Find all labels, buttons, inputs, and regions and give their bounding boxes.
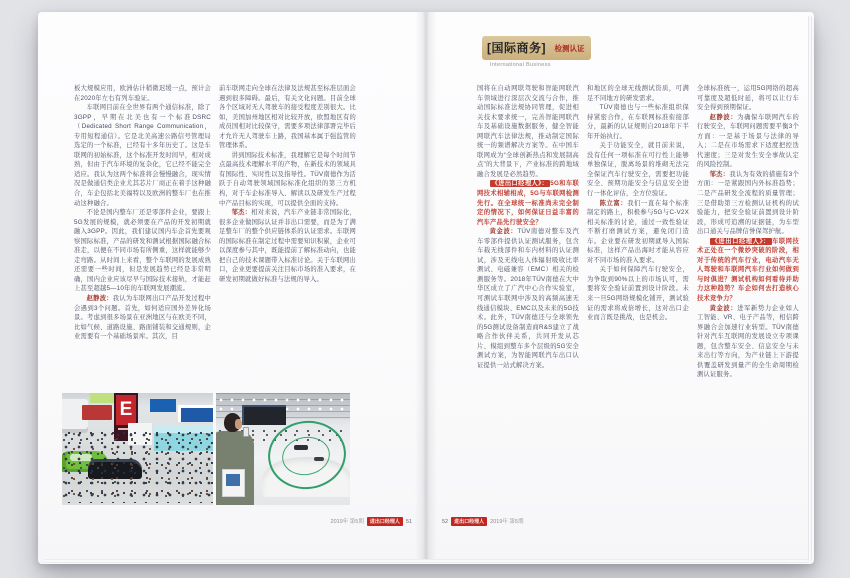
answer-paragraph [219,208,356,284]
answer-paragraph [587,199,689,266]
page-footer-right [442,517,523,526]
exhibition-photo-left [62,393,213,505]
answer-text: 为确保车联网汽车的行驶安全，车联网问题需要平衡3个方面：一是基于场景与法律的导入；二是在市场需求下适度把控迭代速度；三是对发生安全事故认定的风险控制。 [697,113,799,169]
paragraph: 全球标准统一，运用5G网络的超高可靠度及超低时延，将可以让行车安全得到预期保证。 [697,85,799,112]
answer-paragraph [697,170,799,237]
crowd [62,431,213,503]
interview-question [477,179,579,227]
issue-label: 2019年 第5期 [330,519,364,525]
speaker-name: 赵静波： [86,295,113,303]
speaker-name: 赵静波： [709,113,738,121]
paragraph: 板大规模应用，欧洲估计稍微迟缓一点，预计会在2020年左右有列车验证。 [74,85,211,102]
answer-text: 进军新势力企业如人工智能、VR、电子产品等，相信跨界融合会加速行业转型。TÜV南德针对汽车互联网的发展设立专项课题，包含整车安全、信息安全与未来出行等方向，为产业链上下游提供覆盖研发到量产的全生命周期检测认证服务。 [697,304,799,379]
interview-question [697,237,799,304]
section-header [482,36,632,72]
speaker-name: 邹杰： [709,170,730,178]
section-title: [国际商务] [487,41,546,55]
page-number: 51 [405,519,412,525]
right-page-column-1 [477,84,579,506]
person-face [235,419,242,429]
paragraph: TÜV南德也与一些标准组织保持紧密合作，在车联网标准衔接部分，最新的认证规则自2018年下半年开始执行。 [587,104,689,140]
answer-text: 我们一直在每个标准制定的路上，积极参与5G与C-V2X相关标准的讨论，通过一致性验证不断打磨测试方案，避免闭门造车。企业要在研发初期就导入国际标准，这样产品出海时才能从容应对不同市场的准入要求。 [587,199,689,264]
exhibition-photo-collage [62,393,350,505]
paragraph: 车联网目前在全世界有两个通信标准，除了3GPP，早期在北美也有一个标准DSRC（Dedicated Short Range Communication，专用短程通信）。它是北美高速公路信号管理局选定的一个标准，已经有十多年历史了。这是车联网的初始标准，这个标准开发时间早，相对成熟，但由于汽车环境的复杂化，它已经不能完全适应。我认为这两个标准将会慢慢融合，现实情况是做通信类企业尤其芯片厂商正在着手这种融合，车企包括北美福特以及欧洲的整车厂也在推动这种融合。 [74,104,211,207]
answer-paragraph [74,294,211,342]
section-tag: 检测认证 [554,44,585,53]
model-car [314,457,324,461]
display-screen [242,405,286,425]
blue-banner [150,399,176,412]
answer-text: 我认为车联网出口产品开发过程中会遇到3个问题。首先，如何适应国外差异化场景。考虑到很多场景在亚洲地区与在欧美不同，比如气候、道路设施、路面铺装和交通规则，企业需要有一个基础场景库。其次，目 [74,295,211,341]
paragraph: 关于功能安全，就目前来说，没有任何一项标准在可行性上能够单独保证，脱离场景的堆砌无法完全保证汽车行驶安全，需要把功能安全、预期功能安全与信息安全进行一体化评估，全方位验证。 [587,142,689,198]
section-subtitle: International Business [490,62,551,68]
paragraph: 讲到国际技术标准，我理解它是每个时间节点最高技术理解水平的产物，在新技术的领域具有国际性、实时性以及指导性。TÜV南德作为活跃于自动驾驶领域国际标准化组织的第三方机构，对于车企标准导入、解读以及研发生产过程中产品目标的实现，可以提供全面的支持。 [219,151,356,207]
page-stack-edge [44,559,808,564]
left-page-column-1 [74,84,211,390]
page-footer-left [320,517,412,526]
red-banner [82,405,112,420]
question-text: 车联网技术正处在一个微妙突破的阶段，相对于传统的汽车行业，电动汽车无人驾驶和车联网汽车行业如何做到与时俱进？测试机构如何看待并助力这种趋势？车企如何去打造核心技术竞争力？ [697,237,799,303]
question-magazine-label: 《进出口经理人》： [491,180,549,188]
magazine-in-hand [222,469,245,497]
magazine-badge: 进出口经理人 [451,517,487,526]
paragraph: 不论是国内整车厂还是零部件企业，要跟上5G发展的规模，就必须要在产品的开发初期就融入3GPP。因此，我们建议国内车企首先要观察国际标准，产品的研发和测试根据国际融合标准走，以便在不同市场有所侧重，这样就能够少走弯路。从时间上来看，整个车联网的发展成熟还需要一些时间，但是发展趋势已经是非常明确，国内企业应该尽早与国际技术接轨，才能赶上甚至超越5—10年的车联网发展潮流。 [74,209,211,293]
magazine-badge: 进出口经理人 [367,517,403,526]
section-header-card [482,36,591,60]
speaker-name: 黄金波： [489,228,518,236]
blue-logo-banner [178,405,213,422]
paragraph: 关于如何保障汽车行驶安全，为争取到90%以上的市场认可，需要将安全验证前置到设计阶段。未来一旦5G网络规模化铺开，测试验证的需求将成倍增长，这对出口企业而言既是挑战，也是机会。 [587,266,689,322]
speaker-name: 黄金波： [709,304,738,312]
page-gutter [415,12,437,564]
exhibition-photo-right [216,393,350,505]
answer-paragraph [697,113,799,170]
magazine-spread [38,12,814,564]
answer-text: 我认为有效的措施有3个方面：一是紧跟国内外标准趋势；二是产品研发全流程的质量管理；三是借助第三方检测认证机构的试验能力，把安全验证前置到设计阶段，形成可追溯的证据链，为车型出口通关与品牌信誉保驾护航。 [697,170,799,236]
left-page-column-2 [219,84,356,390]
phone [243,427,249,437]
answer-paragraph [477,227,579,370]
right-page-column-2 [587,84,689,506]
green-booth [90,393,116,403]
paragraph: 和地区的全球无线测试资质，可满足不同地方的研发需求。 [587,85,689,102]
speaker-name: 陈立富： [599,199,628,207]
answer-text: TÜV南德对整车及汽车零部件提供认证测试服务，包含车载无线部件和车内材料的认证测试，涉及无线电人体辐射吸收比率测试、电磁兼容（EMC）相关的检测服务等。2018年TÜV南德在大中华区成立了广汽中心合作实验室，可测试车联网中涉及的高频高速无线通信模块、EMC以及未来的5G技术。此外，TÜV南德还与全球领先的5G测试设备制造商R&S建立了战略合作伙伴关系，共同开发从芯片、模组到整车多个层级的5G安全测试方案，为智能网联汽车出口认证提供一站式解决方案。 [477,228,579,369]
model-car [294,445,308,450]
speaker-name: 邹杰： [231,209,252,217]
issue-label: 2019年 第5期 [490,519,524,525]
e-sign: E [116,395,136,425]
page-stack-edge [808,16,814,560]
question-magazine-label: 《进出口经理人》： [711,237,770,245]
paragraph: 前车联网走向全球在法律及法规甚至标准层面会遇到很多障碍。最后，有关文化问题。目前全球各个区域对无人驾驶车的接受程度差别很大。比如，美国加州地区相对比较开放，欧盟地区有的成员国相对比较保守，需要多项法律部署完毕后才允许无人驾驶车上路，我国基本属于强监管的管理体系。 [219,85,356,150]
answer-paragraph [697,304,799,380]
question-text: 5G和车联网技术相辅相成，5G与车联网检测先行。在全球统一标准尚未完全制定的情况下，如何保证日益丰富的汽车产品先行驶安全？ [477,180,579,226]
page-number: 52 [442,519,449,525]
answer-text: 相对来说，汽车产业链非常国际化，很多企业做国际认证并非出口需要，而是为了满足整车厂的整个供应链体系的认证需求。车联网的国际标准在制定过程中需要知识积累，企业可以深度参与其中，既能提前了解标准动向，也能把自己的技术课题带入标准讨论。关于车联网出口，企业更要提前关注目标市场的准入要求，在研发初期就做好标准与法规的导入。 [219,209,356,283]
paragraph: 国将在自动网联驾驶和智能网联汽车领域进行深层次交流与合作，推动国际标准法规协同管理，促进相关技术要求统一，完善智能网联汽车及基础设施数据服务，健全智能网联汽车法律法规，推动制定国际统一的频谱解决方案等。在中国车联网成为“全球创新热点和发展制高点”的大背景下，产业标准的跨地域融合发展是必然趋势。 [477,85,579,178]
right-page-column-3 [697,84,799,506]
